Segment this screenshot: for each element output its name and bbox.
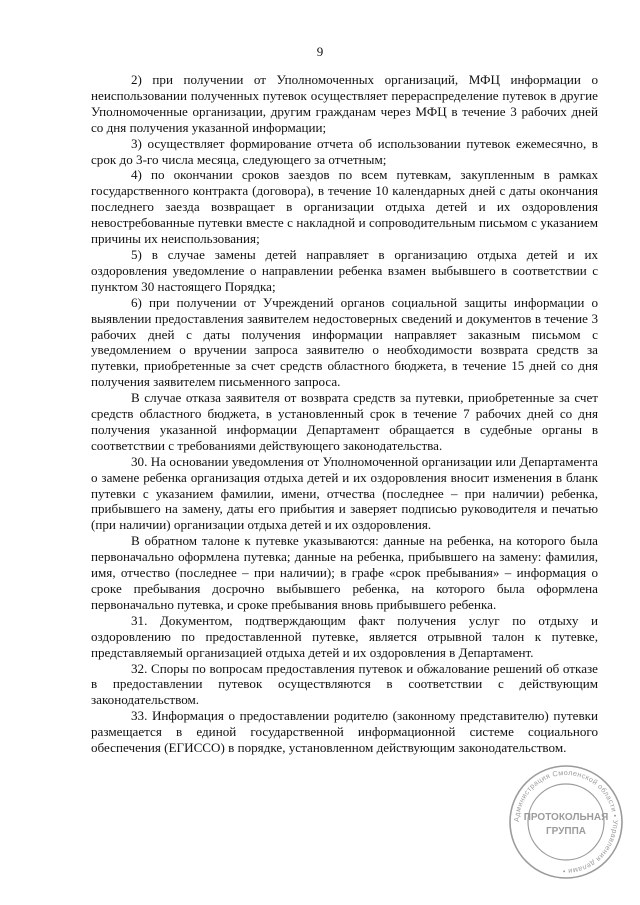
paragraph-item-3: 3) осуществляет формирование отчета об использовании путевок ежемесячно, в срок до 3-го числа месяца, следующего за отчетным; [91,135,598,167]
paragraph-clause-33: 33. Информация о предоставлении родителю (законному представителю) путевки размещается в единой государственной информационной системе социального обеспечения (ЕГИССО) в порядке, установленном действующим законодательством. [91,708,598,756]
paragraph-item-6: 6) при получении от Учреждений органов социальной защиты информации о выявлении предоставления заявителем недостоверных сведений и документов в течение 3 рабочих дней с даты получения информации направляет заказным письмом с уведомлением о вручении запроса заявителю о необходимости возврата средств за путевки, приобретенные за счет средств областного бюджета, в течение 15 дней со дня получения заявителем письменного запроса. [91,294,598,390]
protocol-group-stamp [506,762,626,882]
paragraph-item-2: 2) при получении от Уполномоченных организаций, МФЦ информации о неиспользовании полученных путевок осуществляет перераспределение путевок в другие Уполномоченные организации, другим гражданам через МФЦ в течение 3 рабочих дней со дня получения указанной информации; [91,72,598,135]
document-body [91,72,598,756]
paragraph-clause-31: 31. Документом, подтверждающим факт получения услуг по отдыху и оздоровлению по предоставленной путевке, является отрывной талон к путевке, представляемый организацией отдыха детей и их оздоровления в Департамент. [91,612,598,660]
page-number: 9 [316,44,324,59]
paragraph-clause-32: 32. Споры по вопросам предоставления путевок и обжалование решений об отказе в предоставлении путевок осуществляются в соответствии с действующим законодательством. [91,660,598,708]
paragraph-refusal: В случае отказа заявителя от возврата средств за путевки, приобретенные за счет средств областного бюджета, в установленный срок в течение 7 рабочих дней со дня получения указанной информации Департамент обращается в судебные органы в соответствии с требованиями действующего законодательства. [91,390,598,453]
paragraph-clause-30: 30. На основании уведомления от Уполномоченной организации или Департамента о замене ребенка организация отдыха детей и их оздоровления вносит изменения в бланк путевки с указанием фамилии, имени, отчества (последнее – при наличии) ребенка, прибывшего на замену, даты его прибытия и заверяет подписью руководителя и печатью (при наличии) организации отдыха детей и их оздоровления. [91,453,598,533]
stamp-ring-text: Администрация Смоленской области • Управления делами • [511,767,621,877]
paragraph-item-5: 5) в случае замены детей направляет в организацию отдыха детей и их оздоровления уведомление о направлении ребенка взамен выбывшего в соответствии с пунктом 30 настоящего Порядка; [91,246,598,294]
stamp-center-line-2: ГРУППА [545,826,587,837]
paragraph-return-coupon: В обратном талоне к путевке указываются: данные на ребенка, на которого была первоначально оформлена путевка; данные на ребенка, прибывшего на замену: фамилия, имя, отчество (последнее – при наличии); в графе «срок пребывания» – информация о сроке пребывания досрочно выбывшего ребенка, на которого была оформлена первоначально путевка, и сроке пребывания вновь прибывшего ребенка. [91,533,598,612]
paragraph-item-4: 4) по окончании сроков заездов по всем путевкам, закупленным в рамках государственного контракта (договора), в течение 10 календарных дней с даты окончания последнего заезда возвращает в организации отдыха детей и их оздоровления невостребованные путевки вместе с накладной и сопроводительным письмом с указанием причины их неиспользования; [91,167,598,247]
stamp-center-line-1: ПРОТОКОЛЬНАЯ [523,812,609,823]
